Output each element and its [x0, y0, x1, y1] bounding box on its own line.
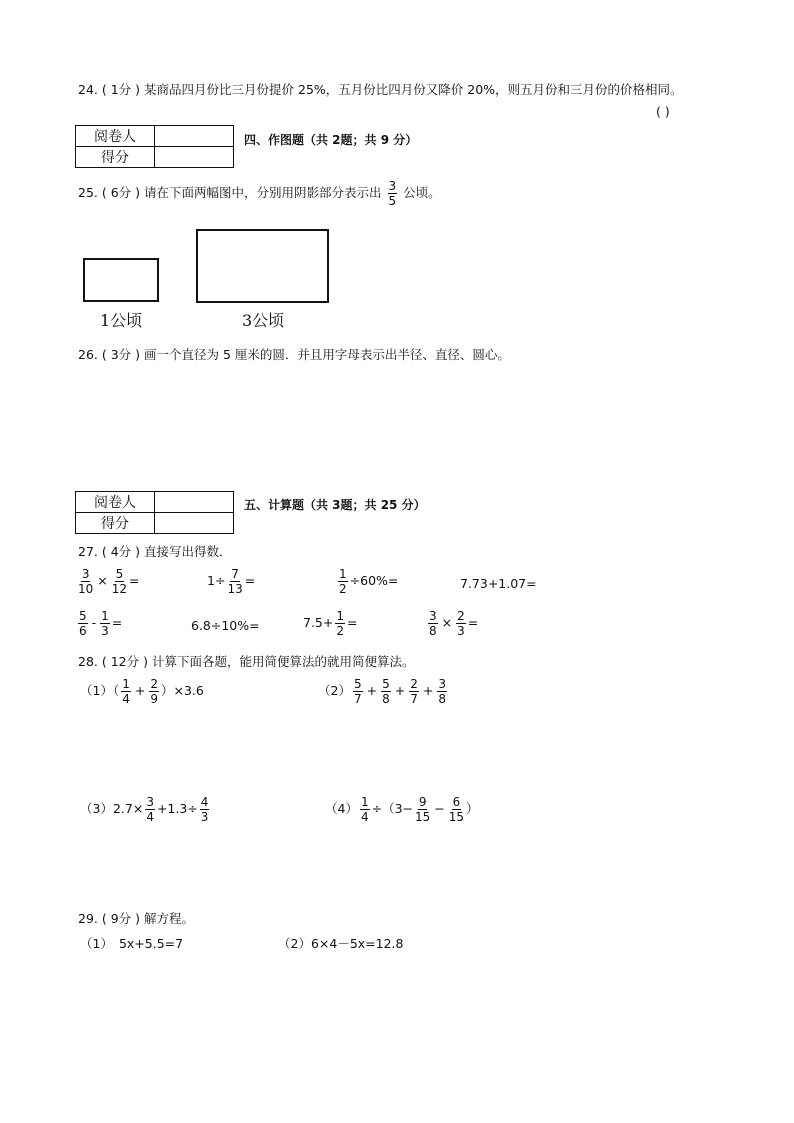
question-points: ( 6分 ) [101, 185, 141, 200]
answer-blank[interactable]: ( ) [656, 104, 670, 119]
grader-table [75, 125, 234, 168]
expr-28-2: （2） $\frac{5}{7}$ + $\frac{5}{8}$ + $\frac{2}{7}$ + $\frac{3}{8}$ [318, 677, 446, 706]
expr-27d: 7.73+1.07= [460, 576, 537, 591]
fraction: $\frac{3}{5}$ [388, 179, 397, 208]
score-label: 得分 [76, 513, 155, 534]
score-label: 得分 [76, 147, 155, 168]
expr-27f: 6.8÷10%= [191, 618, 260, 633]
question-number: 29. [78, 911, 98, 926]
grader-table [75, 491, 234, 534]
question-text: 某商品四月份比三月份提价 25%，五月份比四月份又降价 20%，则五月份和三月份的价格相同。 [144, 82, 683, 97]
question-points: ( 3分 ) [101, 347, 141, 362]
question-number: 25. [78, 185, 98, 200]
reviewer-field[interactable] [155, 492, 234, 513]
question-29 [78, 909, 194, 927]
question-number: 28. [78, 654, 98, 669]
expr-27a: $\frac{3}{10}$ × $\frac{5}{12}$ = [78, 567, 140, 596]
rectangle-3-hectares[interactable] [196, 229, 329, 303]
score-field[interactable] [155, 513, 234, 534]
score-field[interactable] [155, 147, 234, 168]
question-27 [78, 542, 232, 560]
question-number: 27. [78, 544, 98, 559]
question-text: 解方程。 [144, 911, 195, 926]
expr-28-1: （1）（ $\frac{1}{4}$ + $\frac{2}{9}$ ）×3.6 [80, 677, 204, 706]
question-number: 24. [78, 82, 98, 97]
question-points: ( 1分 ) [101, 82, 141, 97]
question-26 [78, 345, 510, 363]
question-25 [78, 180, 441, 207]
expr-27e: $\frac{5}{6}$ - $\frac{1}{3}$ = [79, 609, 123, 638]
question-points: ( 12分 ) [101, 654, 148, 669]
expr-27h: $\frac{3}{8}$ × $\frac{2}{3}$ = [429, 609, 479, 638]
reviewer-label: 阅卷人 [76, 126, 155, 147]
expr-27c: $\frac{1}{2}$ ÷60%= [339, 567, 399, 596]
question-text: 请在下面两幅图中，分别用阴影部分表示出 [144, 185, 382, 200]
equation-29-1: （1） 5x+5.5=7 [80, 936, 184, 951]
equation-29-2: （2）6×4－5x=12.8 [278, 936, 404, 951]
question-points: ( 9分 ) [101, 911, 141, 926]
expr-27g: 7.5+ $\frac{1}{2}$ = [303, 609, 358, 638]
question-text: 计算下面各题，能用简便算法的就用简便算法。 [151, 654, 415, 669]
question-24 [78, 80, 683, 98]
caption-1-hectare: 1公顷 [100, 311, 143, 330]
expr-28-4: （4） $\frac{1}{4}$ ÷（3− $\frac{9}{15}$ − $\frac{6}{15}$ ） [325, 795, 479, 824]
question-28 [78, 652, 414, 670]
question-text: 画一个直径为 5 厘米的圆．并且用字母表示出半径、直径、圆心。 [144, 347, 510, 362]
rectangle-1-hectare[interactable] [83, 258, 159, 302]
reviewer-field[interactable] [155, 126, 234, 147]
question-points: ( 4分 ) [101, 544, 141, 559]
question-text-end: 公顷。 [403, 185, 441, 200]
question-text: 直接写出得数． [144, 544, 232, 559]
question-number: 26. [78, 347, 98, 362]
reviewer-label: 阅卷人 [76, 492, 155, 513]
expr-28-3: （3）2.7× $\frac{3}{4}$ +1.3÷ $\frac{4}{3}$ [80, 795, 209, 824]
section-title-calculation: 五、计算题（共 3题；共 25 分） [244, 498, 426, 512]
section-title-drawing: 四、作图题（共 2题；共 9 分） [244, 133, 418, 147]
expr-27b: 1÷ $\frac{7}{13}$ = [207, 567, 256, 596]
caption-3-hectares: 3公顷 [242, 311, 285, 330]
